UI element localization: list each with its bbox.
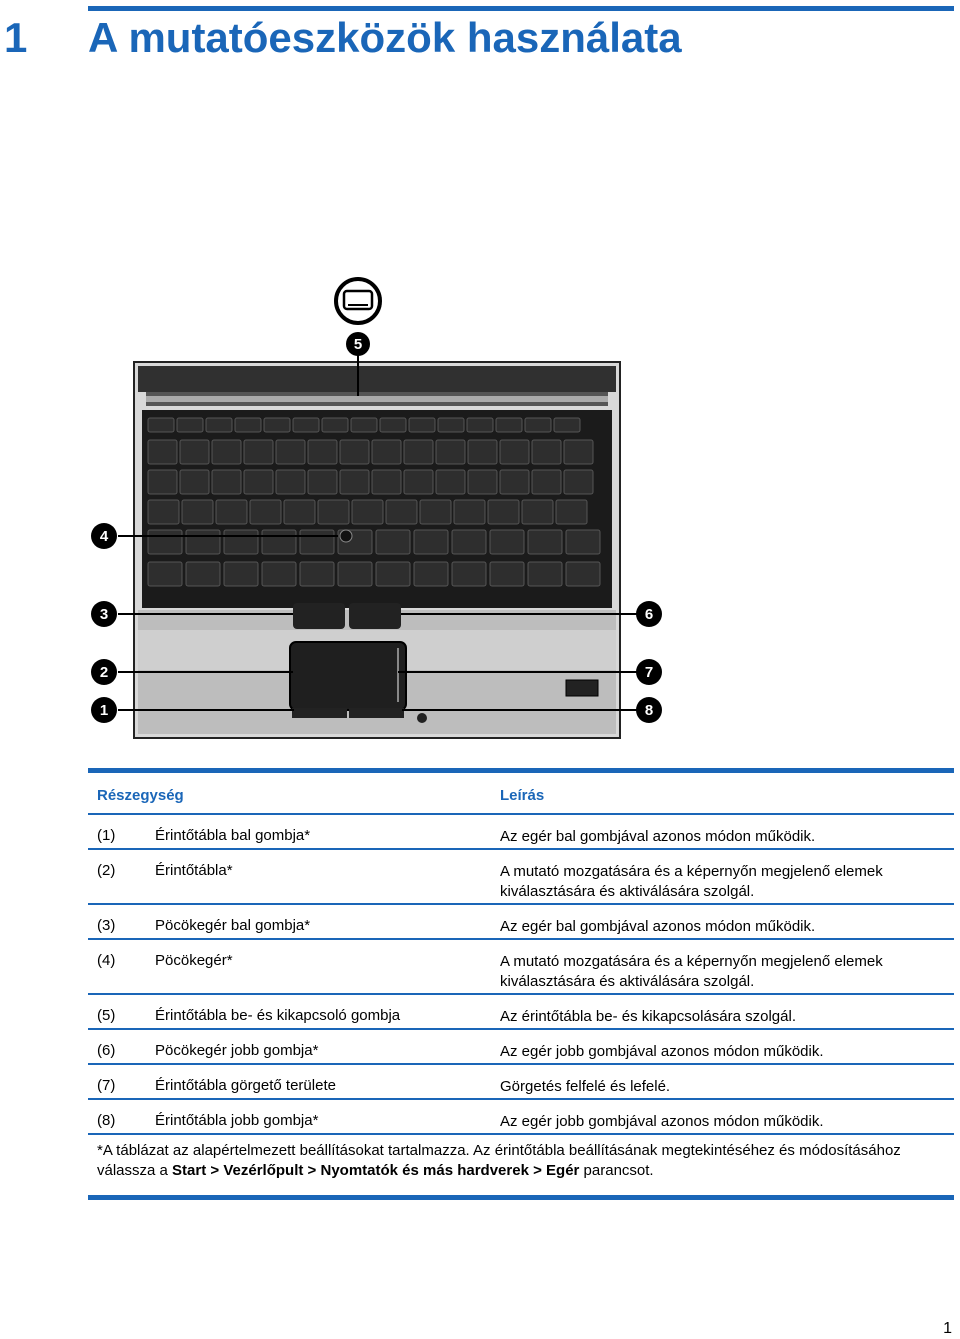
page-number: 1 bbox=[943, 1320, 952, 1337]
footnote-tail: parancsot. bbox=[579, 1162, 654, 1179]
row-component: Érintőtábla* bbox=[155, 862, 233, 879]
table-row bbox=[88, 940, 954, 993]
callout-7 bbox=[636, 659, 662, 685]
svg-text:4: 4 bbox=[99, 528, 109, 545]
row-component: Pöcökegér jobb gombja* bbox=[155, 1042, 319, 1059]
row-description: Az érintőtábla be- és kikapcsolására szolgál. bbox=[500, 1008, 796, 1025]
callout-3 bbox=[91, 601, 117, 627]
row-component: Pöcökegér bal gombja* bbox=[155, 917, 311, 934]
row-component: Érintőtábla görgető területe bbox=[155, 1077, 336, 1094]
table-row bbox=[88, 1030, 954, 1063]
row-index: (1) bbox=[97, 827, 116, 844]
row-component: Érintőtábla bal gombja* bbox=[155, 827, 311, 844]
svg-text:8: 8 bbox=[644, 702, 654, 719]
touchpad-toggle-icon bbox=[336, 279, 380, 323]
row-description: A mutató mozgatására és a képernyőn megjelenő elemek kiválasztására és aktiválására szolgál. bbox=[500, 953, 883, 990]
svg-text:5: 5 bbox=[353, 336, 363, 353]
row-description: Az egér jobb gombjával azonos módon működik. bbox=[500, 1043, 824, 1060]
row-index: (5) bbox=[97, 1007, 116, 1024]
table-footnote bbox=[88, 1135, 947, 1195]
svg-text:7: 7 bbox=[644, 664, 654, 681]
svg-text:6: 6 bbox=[644, 606, 654, 623]
chapter-title: A mutatóeszközök használata bbox=[88, 14, 682, 61]
row-component: Érintőtábla jobb gombja* bbox=[155, 1112, 319, 1129]
row-component: Pöcökegér* bbox=[155, 952, 233, 969]
svg-text:1: 1 bbox=[99, 702, 109, 719]
table-header bbox=[88, 773, 954, 813]
path-control-panel: Vezérlőpult bbox=[223, 1162, 304, 1179]
callout-4 bbox=[91, 523, 117, 549]
svg-text:3: 3 bbox=[99, 606, 109, 623]
row-description: Az egér jobb gombjával azonos módon működik. bbox=[500, 1113, 824, 1130]
path-printers: Nyomtatók és más hardverek bbox=[320, 1162, 529, 1179]
row-component: Érintőtábla be- és kikapcsoló gombja bbox=[155, 1007, 401, 1024]
header-component: Részegység bbox=[97, 787, 184, 804]
row-index: (3) bbox=[97, 917, 116, 934]
row-index: (7) bbox=[97, 1077, 116, 1094]
path-separator: > bbox=[303, 1162, 321, 1179]
path-separator: > bbox=[528, 1162, 547, 1179]
chapter-number: 1 bbox=[4, 14, 28, 61]
table-row bbox=[88, 1100, 954, 1133]
path-start: Start bbox=[172, 1162, 207, 1179]
path-mouse: Egér bbox=[546, 1162, 580, 1179]
row-description: Az egér bal gombjával azonos módon működik. bbox=[500, 828, 816, 845]
callout-1 bbox=[91, 697, 117, 723]
callout-2 bbox=[91, 659, 117, 685]
row-index: (4) bbox=[97, 952, 116, 969]
header-description: Leírás bbox=[500, 787, 545, 804]
table-row bbox=[88, 905, 954, 938]
table-row bbox=[88, 850, 954, 903]
callout-8 bbox=[636, 697, 662, 723]
keyboard-illustration bbox=[88, 270, 678, 740]
svg-text:2: 2 bbox=[99, 664, 109, 681]
table-row bbox=[88, 995, 954, 1028]
path-separator: > bbox=[206, 1162, 224, 1179]
component-table bbox=[88, 768, 954, 1200]
row-index: (2) bbox=[97, 862, 116, 879]
table-row bbox=[88, 815, 954, 848]
row-description: Az egér bal gombjával azonos módon működik. bbox=[500, 918, 816, 935]
callout-6 bbox=[636, 601, 662, 627]
row-description: Görgetés felfelé és lefelé. bbox=[500, 1078, 671, 1095]
row-index: (6) bbox=[97, 1042, 116, 1059]
callout-5 bbox=[346, 332, 370, 356]
row-description: A mutató mozgatására és a képernyőn megjelenő elemek kiválasztására és aktiválására szolgál. bbox=[500, 863, 883, 900]
row-index: (8) bbox=[97, 1112, 116, 1129]
top-rule bbox=[88, 6, 954, 11]
table-bottom-rule bbox=[88, 1195, 954, 1200]
footnote-text: *A táblázat az alapértelmezett beállításokat tartalmazza. Az érintőtábla beállításának megtekintéséhez és módosításához válassza a bbox=[97, 1142, 901, 1179]
table-row bbox=[88, 1065, 954, 1098]
